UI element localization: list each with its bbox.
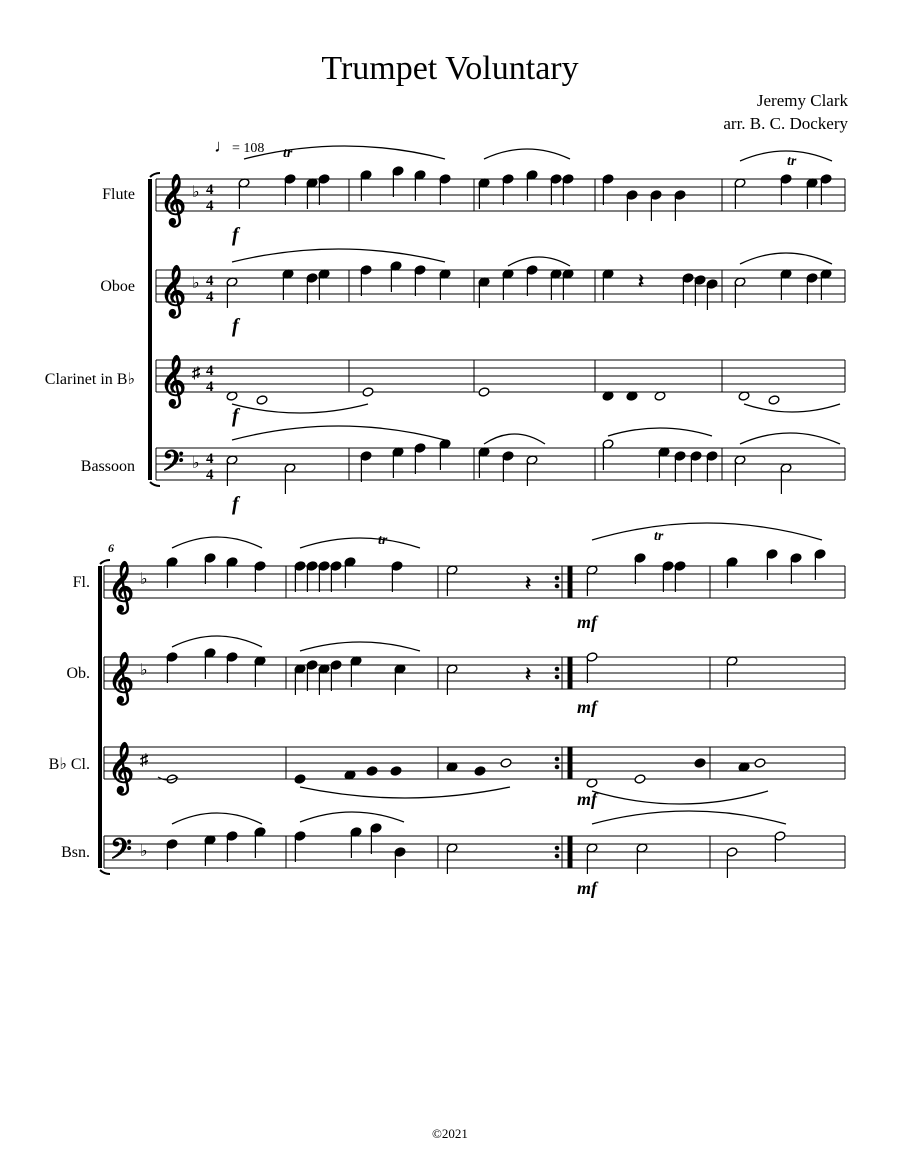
- treble-clef-icon: 𝄞: [160, 266, 187, 315]
- slur: [172, 813, 262, 824]
- trill-marking: tr: [378, 533, 388, 548]
- slur: [300, 812, 404, 822]
- key-signature: ♭: [140, 843, 148, 860]
- slur: [172, 537, 262, 548]
- trill-marking: tr: [787, 154, 797, 169]
- key-signature: ♭: [140, 662, 148, 679]
- key-signature: ♭: [140, 571, 148, 588]
- repeat-dot: [555, 846, 559, 850]
- repeat-dot: [555, 675, 559, 679]
- repeat-dot: [555, 576, 559, 580]
- system-bracket: [150, 173, 160, 177]
- slur: [232, 426, 445, 440]
- notehead: [256, 395, 268, 405]
- slur: [508, 257, 570, 266]
- notehead: [390, 766, 402, 776]
- quarter-note-icon: ♩: [214, 136, 232, 156]
- repeat-dot: [555, 765, 559, 769]
- rest-icon: 𝄽: [525, 664, 532, 686]
- key-signature: ♭: [192, 275, 200, 292]
- slur: [300, 538, 420, 548]
- notehead: [768, 395, 780, 405]
- notehead: [362, 387, 374, 397]
- treble-clef-icon: 𝄞: [160, 356, 187, 405]
- slur: [300, 787, 510, 798]
- notehead: [474, 766, 486, 776]
- measure-number: 6: [108, 541, 114, 555]
- instrument-abbr-clarinet: B♭ Cl.: [48, 756, 90, 773]
- repeat-dot: [555, 584, 559, 588]
- instrument-name-clarinet: Clarinet in B♭: [44, 371, 135, 388]
- notehead: [634, 774, 646, 784]
- treble-clef-icon: 𝄞: [108, 562, 135, 611]
- slur: [484, 434, 545, 444]
- instrument-abbr-bassoon: Bsn.: [61, 844, 90, 861]
- treble-clef-icon: 𝄞: [160, 175, 187, 224]
- slur: [244, 146, 445, 159]
- slur: [740, 253, 832, 264]
- slur: [232, 404, 368, 413]
- repeat-dot: [555, 757, 559, 761]
- instrument-abbr-flute: Fl.: [72, 574, 90, 591]
- dynamic-marking: mf: [577, 612, 597, 632]
- instrument-name-flute: Flute: [102, 186, 135, 203]
- notehead: [478, 387, 490, 397]
- time-sig-top: 4: [206, 273, 214, 289]
- key-signature: ♯: [140, 752, 148, 769]
- notehead: [500, 758, 512, 768]
- instrument-abbr-oboe: Ob.: [66, 665, 90, 682]
- time-sig-top: 4: [206, 451, 214, 467]
- slur: [592, 523, 822, 540]
- notehead: [694, 758, 706, 768]
- time-sig-bottom: 4: [206, 379, 214, 395]
- slur: [592, 791, 768, 804]
- slur: [172, 636, 262, 647]
- slur: [740, 151, 832, 161]
- dynamic-marking: mf: [577, 697, 597, 717]
- time-sig-bottom: 4: [206, 198, 214, 214]
- rest-icon: 𝄽: [525, 573, 532, 595]
- tempo-value: = 108: [232, 141, 265, 156]
- repeat-dot: [555, 854, 559, 858]
- slur: [232, 249, 445, 262]
- bass-clef-icon: 𝄢: [110, 835, 132, 872]
- time-sig-bottom: 4: [206, 467, 214, 483]
- instrument-name-oboe: Oboe: [100, 278, 135, 295]
- dynamic-marking: mf: [577, 878, 597, 898]
- composer-credit: Jeremy Clark: [756, 91, 848, 110]
- dynamic-marking: mf: [577, 789, 597, 809]
- slur: [300, 642, 420, 651]
- bass-clef-icon: 𝄢: [162, 447, 184, 484]
- key-signature: ♯: [192, 365, 200, 382]
- piece-title: Trumpet Voluntary: [321, 50, 579, 87]
- trill-marking: tr: [654, 529, 664, 544]
- trill-marking: tr: [283, 146, 293, 161]
- slur: [592, 811, 786, 824]
- slur: [484, 149, 570, 159]
- time-sig-top: 4: [206, 363, 214, 379]
- time-sig-bottom: 4: [206, 289, 214, 305]
- time-sig-top: 4: [206, 182, 214, 198]
- treble-clef-icon: 𝄞: [108, 743, 135, 792]
- copyright-notice: ©2021: [432, 1126, 468, 1141]
- notehead: [294, 774, 306, 784]
- slur: [608, 428, 712, 436]
- slur: [744, 404, 840, 412]
- dynamic-marking: f: [232, 315, 239, 337]
- slur: [740, 433, 840, 444]
- instrument-name-bassoon: Bassoon: [80, 458, 135, 475]
- rest-icon: 𝄽: [638, 271, 645, 293]
- key-signature: ♭: [192, 184, 200, 201]
- dynamic-marking: f: [232, 493, 239, 515]
- treble-clef-icon: 𝄞: [108, 653, 135, 702]
- system-bracket: [100, 870, 110, 874]
- dynamic-marking: f: [232, 224, 239, 246]
- key-signature: ♭: [192, 455, 200, 472]
- repeat-dot: [555, 667, 559, 671]
- arranger-credit: arr. B. C. Dockery: [723, 114, 848, 133]
- notehead: [366, 766, 378, 776]
- dynamic-marking: f: [232, 405, 239, 427]
- system-bracket: [150, 482, 160, 486]
- notehead: [754, 758, 766, 768]
